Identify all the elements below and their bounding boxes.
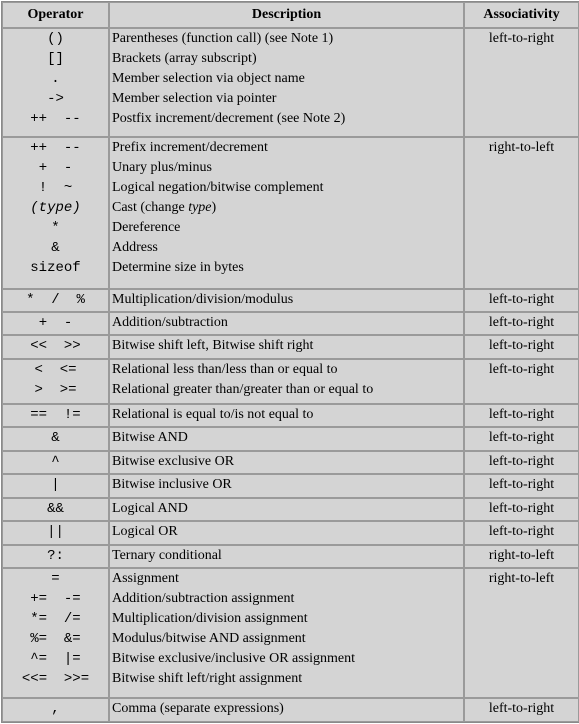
operator-symbol: <<= >>= xyxy=(21,671,90,688)
description-cell xyxy=(109,404,464,427)
associativity-cell: left-to-right xyxy=(464,28,579,137)
operator-cell xyxy=(2,451,109,474)
operator-symbol: (type) xyxy=(30,199,81,216)
operator-cell xyxy=(2,698,109,722)
description-text: Address xyxy=(112,239,158,255)
associativity-cell: left-to-right xyxy=(464,359,579,404)
description-text: Cast (change type) xyxy=(112,199,217,215)
description-text: Prefix increment/decrement xyxy=(112,139,268,155)
table-row xyxy=(2,404,579,427)
description-text: Postfix increment/decrement (see Note 2) xyxy=(112,111,346,126)
description-cell xyxy=(109,28,464,137)
operator-cell xyxy=(2,521,109,544)
description-text: Determine size in bytes xyxy=(112,259,244,275)
table-row xyxy=(2,137,579,289)
description-text: Bitwise AND xyxy=(112,430,188,446)
operator-symbol: ^= |= xyxy=(30,651,81,668)
description-cell xyxy=(109,451,464,474)
description-text: Member selection via object name xyxy=(112,71,305,86)
description-cell xyxy=(109,427,464,450)
description-text: Bitwise inclusive OR xyxy=(112,477,232,493)
operator-symbol: + - xyxy=(38,159,73,176)
operator-cell xyxy=(2,359,109,404)
associativity-cell: left-to-right xyxy=(464,404,579,427)
description-cell xyxy=(109,698,464,722)
description-text: Logical OR xyxy=(112,524,178,540)
operator-symbol: & xyxy=(51,239,60,256)
description-text: Relational is equal to/is not equal to xyxy=(112,406,314,422)
description-cell xyxy=(109,312,464,335)
operator-symbol: %= &= xyxy=(30,631,81,648)
operator-symbol: + - xyxy=(38,314,73,331)
operator-cell xyxy=(2,335,109,358)
description-text: Multiplication/division/modulus xyxy=(112,291,294,307)
operator-cell xyxy=(2,545,109,568)
header-row xyxy=(2,2,579,28)
operator-symbol: , xyxy=(51,701,60,718)
description-text: Logical AND xyxy=(112,500,188,516)
table-row xyxy=(2,359,579,404)
header-operator: Operator xyxy=(2,2,109,28)
operator-symbol: *= /= xyxy=(30,611,81,628)
table-row xyxy=(2,289,579,312)
associativity-cell: left-to-right xyxy=(464,698,579,722)
operator-symbol: ^ xyxy=(51,453,60,470)
description-cell xyxy=(109,521,464,544)
description-text: Parentheses (function call) (see Note 1) xyxy=(112,31,334,46)
operator-symbol: ++ -- xyxy=(30,139,81,156)
description-cell xyxy=(109,137,464,289)
description-text: Unary plus/minus xyxy=(112,159,212,175)
table-row xyxy=(2,427,579,450)
associativity-cell: left-to-right xyxy=(464,451,579,474)
description-cell xyxy=(109,568,464,698)
operator-symbol: && xyxy=(47,500,64,517)
associativity-cell: right-to-left xyxy=(464,137,579,289)
table-row xyxy=(2,498,579,521)
table-row xyxy=(2,545,579,568)
header-associativity: Associativity xyxy=(464,2,579,28)
description-text: Dereference xyxy=(112,219,181,235)
description-text: Relational greater than/greater than or equal to xyxy=(112,381,374,397)
description-cell xyxy=(109,289,464,312)
associativity-cell: left-to-right xyxy=(464,474,579,497)
operator-cell xyxy=(2,289,109,312)
operator-symbol: || xyxy=(47,524,64,541)
description-text: Bitwise shift left, Bitwise shift right xyxy=(112,338,314,354)
operator-cell xyxy=(2,312,109,335)
description-cell xyxy=(109,474,464,497)
associativity-cell: left-to-right xyxy=(464,289,579,312)
operator-cell xyxy=(2,137,109,289)
table-row xyxy=(2,698,579,722)
description-cell xyxy=(109,335,464,358)
associativity-cell: left-to-right xyxy=(464,312,579,335)
operator-cell xyxy=(2,498,109,521)
description-text: Bitwise exclusive OR xyxy=(112,453,235,469)
description-text: Member selection via pointer xyxy=(112,91,277,106)
operator-symbol: [] xyxy=(47,51,64,67)
table-row xyxy=(2,451,579,474)
operator-symbol: << >> xyxy=(30,338,81,355)
operator-precedence-table xyxy=(1,1,579,723)
table-row xyxy=(2,312,579,335)
operator-symbol: ++ -- xyxy=(30,111,81,127)
description-text: Relational less than/less than or equal to xyxy=(112,361,338,377)
description-text: Multiplication/division assignment xyxy=(112,611,308,627)
operator-symbol: ?: xyxy=(47,547,64,564)
operator-symbol: += -= xyxy=(30,591,81,608)
description-cell xyxy=(109,545,464,568)
operator-cell xyxy=(2,568,109,698)
description-text: Logical negation/bitwise complement xyxy=(112,179,324,195)
description-text: Addition/subtraction assignment xyxy=(112,591,295,607)
description-text: Addition/subtraction xyxy=(112,314,228,330)
operator-symbol: == != xyxy=(30,406,81,423)
operator-cell xyxy=(2,404,109,427)
operator-symbol: | xyxy=(51,477,60,494)
operator-cell xyxy=(2,427,109,450)
table-row xyxy=(2,335,579,358)
table-row xyxy=(2,474,579,497)
associativity-cell: left-to-right xyxy=(464,335,579,358)
operator-cell xyxy=(2,474,109,497)
description-text: Modulus/bitwise AND assignment xyxy=(112,631,306,647)
associativity-cell: right-to-left xyxy=(464,568,579,698)
operator-symbol: () xyxy=(47,31,64,47)
associativity-cell: left-to-right xyxy=(464,427,579,450)
operator-symbol: ! ~ xyxy=(38,179,73,196)
operator-symbol: & xyxy=(51,430,60,447)
description-cell xyxy=(109,359,464,404)
operator-symbol: = xyxy=(51,571,60,588)
description-text: Bitwise exclusive/inclusive OR assignment xyxy=(112,651,356,667)
operator-symbol: . xyxy=(51,71,60,87)
table-row xyxy=(2,28,579,137)
operator-symbol: * / % xyxy=(26,291,85,308)
operator-symbol: < <= xyxy=(34,361,77,378)
description-text: Assignment xyxy=(112,571,179,587)
description-text: Ternary conditional xyxy=(112,547,222,563)
associativity-cell: right-to-left xyxy=(464,545,579,568)
table-row xyxy=(2,568,579,698)
description-text: Brackets (array subscript) xyxy=(112,51,257,66)
description-text: Bitwise shift left/right assignment xyxy=(112,671,303,687)
operator-symbol: * xyxy=(51,219,60,236)
associativity-cell: left-to-right xyxy=(464,498,579,521)
operator-symbol: sizeof xyxy=(30,259,81,276)
operator-symbol: > >= xyxy=(34,381,77,398)
operator-symbol: -> xyxy=(47,91,64,107)
associativity-cell: left-to-right xyxy=(464,521,579,544)
description-cell xyxy=(109,498,464,521)
table-row xyxy=(2,521,579,544)
operator-cell xyxy=(2,28,109,137)
description-text: Comma (separate expressions) xyxy=(112,701,284,717)
table-body xyxy=(2,28,579,722)
header-description: Description xyxy=(109,2,464,28)
